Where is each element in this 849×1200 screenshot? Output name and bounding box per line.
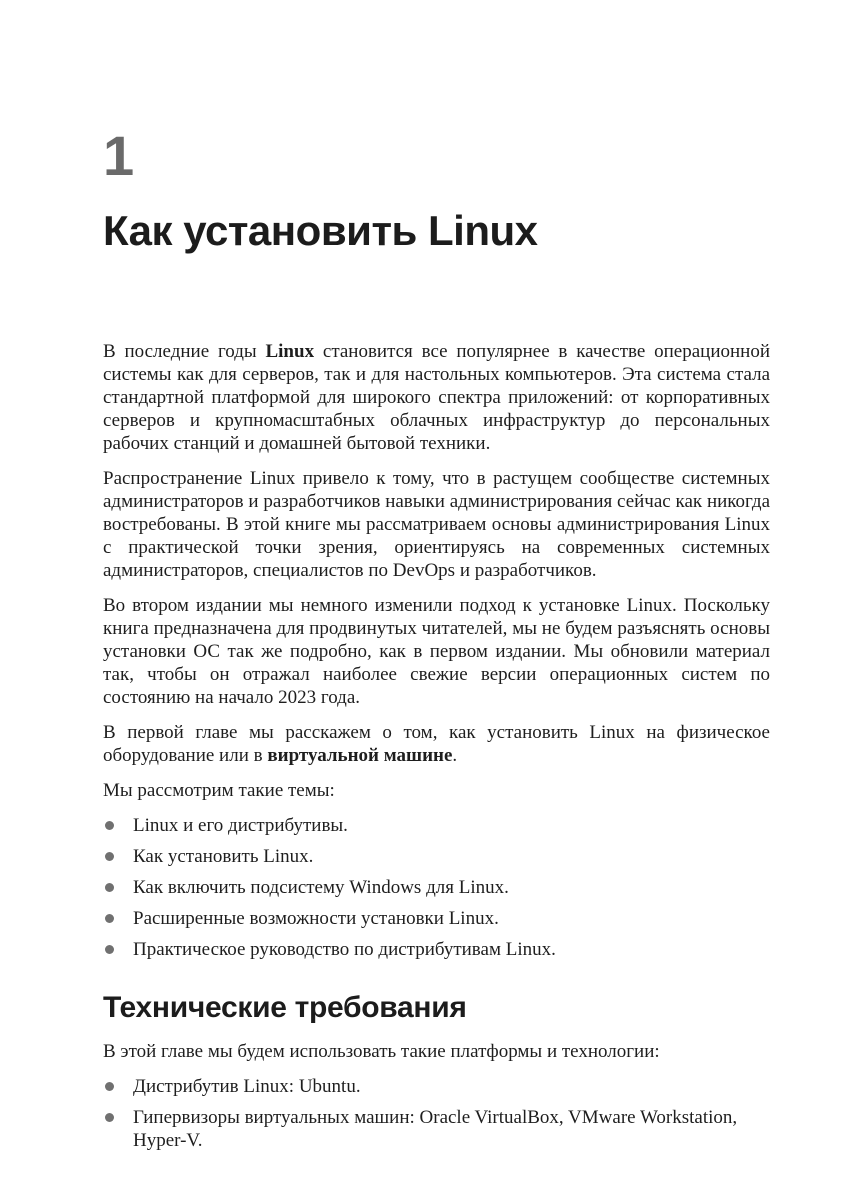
bullet-icon: [105, 945, 114, 954]
bullet-icon: [105, 914, 114, 923]
list-item-text: Гипервизоры виртуальных машин: Oracle VirtualBox, VMware Workstation, Hyper-V.: [133, 1107, 738, 1152]
chapter-title: Как установить Linux: [103, 207, 538, 254]
bullet-icon: [105, 1113, 114, 1122]
bullet-icon: [105, 821, 114, 830]
bullet-icon: [105, 1082, 114, 1091]
list-item-text: Практическое руководство по дистрибутивам Linux.: [133, 939, 556, 961]
list-item-text: Дистрибутив Linux: Ubuntu.: [133, 1076, 361, 1098]
tech-requirements-intro: В этой главе мы будем использовать такие платформы и технологии:: [103, 1041, 660, 1063]
list-item: [103, 814, 770, 837]
paragraph-4: [103, 721, 770, 767]
list-item: [103, 1106, 770, 1152]
bullet-icon: [105, 852, 114, 861]
paragraph-1-text: В последние годы: [103, 341, 266, 363]
chapter-intro: [103, 340, 770, 1152]
chapter-number: 1: [103, 124, 135, 187]
tech-requirements-list: [103, 1075, 770, 1152]
paragraph-1-text-cont: становится все популярнее в качестве операционной системы как для серверов, так и для настольных компьютеров. Эта система стала стандартной платформой для широкого спектра приложений: от корпоративных серверов и крупномасштабных облачных инфраструктур до персональных рабочих станций и домашней бытовой техники.: [103, 341, 770, 455]
list-item-text: Как установить Linux.: [133, 846, 314, 868]
topics-lead-in: Мы рассмотрим такие темы:: [103, 780, 335, 802]
paragraph-4-text: В первой главе мы расскажем о том, как установить Linux на физическое оборудование или в: [103, 722, 770, 767]
list-item: [103, 876, 770, 899]
topics-list: [103, 814, 770, 961]
list-item-text: Расширенные возможности установки Linux.: [133, 908, 499, 930]
paragraph-1: [103, 340, 770, 455]
list-item: [103, 1075, 770, 1098]
list-item-text: Как включить подсистему Windows для Linux.: [133, 877, 509, 899]
list-item: [103, 907, 770, 930]
paragraph-4-text-cont: .: [452, 745, 458, 767]
paragraph-2: Распространение Linux привело к тому, что в растущем сообществе системных администраторов и разработчиков навыки администрирования сейчас как никогда востребованы. В этой книге мы рассматриваем основы администрирования Linux с практической точки зрения, ориентируясь на современных системных администраторов, специалистов по DevOps и разработчиков.: [103, 468, 770, 582]
list-item: [103, 938, 770, 961]
paragraph-3: Во втором издании мы немного изменили подход к установке Linux. Поскольку книга предназначена для продвинутых читателей, мы не будем разъяснять основы установки ОС так же подробно, как в первом издании. Мы обновили материал так, чтобы он отражал наиболее свежие версии операционных систем по состоянию на начало 2023 года.: [103, 595, 770, 709]
list-item-text: Linux и его дистрибутивы.: [133, 815, 348, 837]
paragraph-1-bold-term: Linux: [265, 341, 315, 363]
bullet-icon: [105, 883, 114, 892]
paragraph-4-bold-term: виртуальной машине: [267, 745, 453, 767]
section-heading-tech-requirements: Технические требования: [103, 991, 467, 1025]
list-item: [103, 845, 770, 868]
